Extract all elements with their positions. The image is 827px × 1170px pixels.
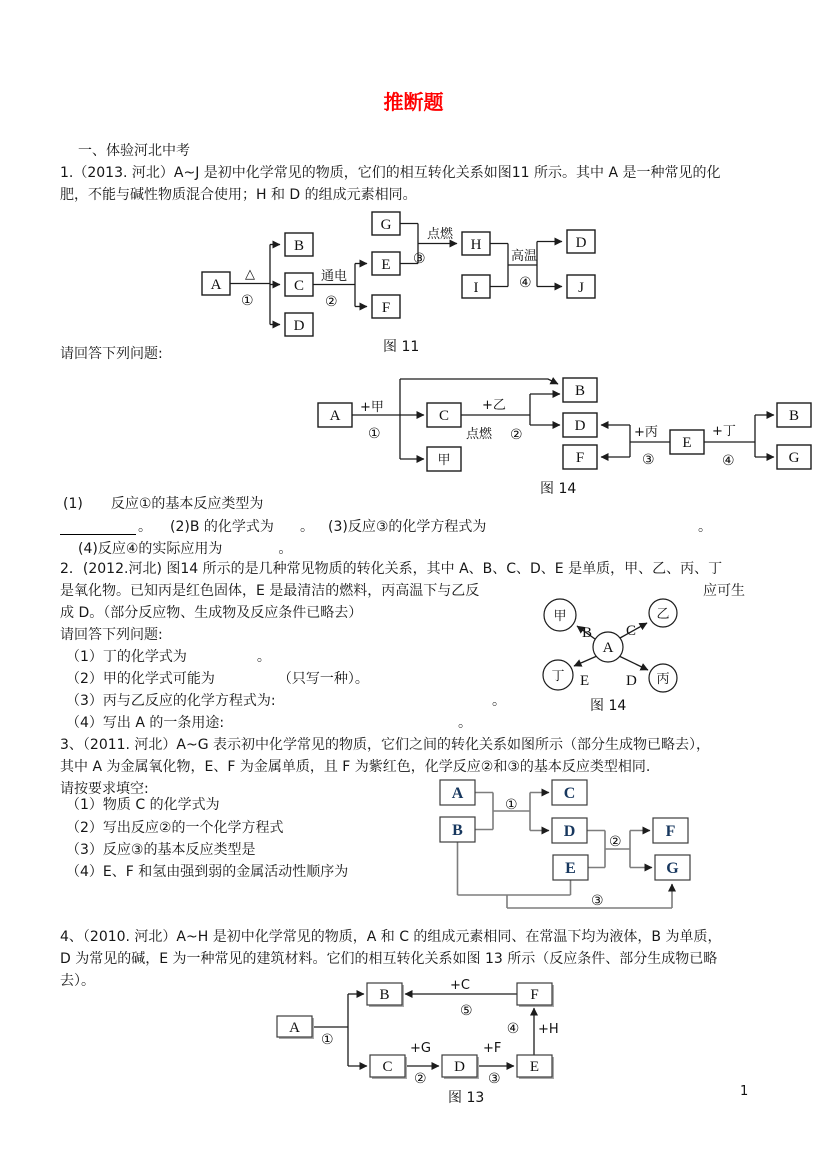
q3-prompt: 请按要求填空: — [60, 781, 149, 797]
q3-sub3: （3）反应③的基本反应类型是 — [66, 842, 256, 858]
reagent-plus-ding: +丁 — [712, 424, 736, 439]
reaction-2: ② — [510, 427, 523, 443]
circle-bing-label: 丙 — [656, 672, 670, 687]
condition-electrify: 通电 — [321, 269, 348, 284]
box-e — [372, 252, 400, 275]
box-a — [318, 403, 352, 427]
box-c — [552, 780, 587, 805]
reaction-1: ① — [368, 426, 381, 442]
q2-sub2: （2）甲的化学式可能为 （只写一种）。 — [66, 671, 369, 687]
answer-blank — [60, 517, 136, 535]
reaction-3: ③ — [642, 452, 655, 468]
circle-jia-label: 甲 — [553, 609, 567, 624]
box-d-label: D — [454, 1059, 465, 1075]
box-c-label: C — [293, 278, 305, 294]
box-g2 — [777, 445, 811, 469]
q2-prompt: 请回答下列问题: — [60, 627, 163, 643]
q1-sub3: (4)反应④的实际应用为 。 — [78, 541, 293, 557]
reaction-1: ① — [241, 293, 254, 309]
q2-sub1: （1）丁的化学式为 。 — [66, 649, 271, 665]
reaction-4: ④ — [722, 453, 735, 469]
q1-text-line2: 肥，不能与碱性物质混合使用；H 和 D 的组成元素相同。 — [60, 187, 417, 203]
q1-sub2-period1: 。 — [138, 519, 152, 535]
reaction-3: ③ — [591, 893, 604, 909]
q4-text-line2: D 为常见的碱，E 为一种常见的建筑材料。它们的相互转化关系如图 13 所示（反应条件、部分生成物已略 — [60, 951, 718, 967]
fig11-caption: 图 11 — [383, 339, 420, 355]
box-d-label: D — [293, 318, 305, 334]
box-f — [372, 295, 400, 318]
circle-yi — [649, 599, 677, 627]
q2-sub4: （4）写出 A 的一条用途: — [66, 715, 225, 731]
condition-ignite: 点燃 — [466, 427, 493, 442]
box-f-label: F — [530, 987, 539, 1003]
box-e-label: E — [529, 1059, 540, 1075]
q2-text-line2-right: 应可生 — [703, 583, 745, 599]
q1-sub2-period3: 。 — [698, 519, 712, 535]
box-f — [517, 983, 554, 1007]
box-a — [202, 272, 230, 295]
box-d2 — [567, 230, 595, 253]
box-j-label: J — [578, 280, 584, 296]
section-heading: 一、体验河北中考 — [78, 143, 190, 159]
box-a-label: A — [210, 277, 222, 293]
box-jia-label: 甲 — [437, 453, 451, 468]
q2-text-line1: 2．(2012.河北) 图14 所示的是几种常见物质的转化关系，其中 A、B、C、D、E 是单质，甲、乙、丙、丁 — [60, 561, 723, 577]
box-d-label: D — [563, 823, 576, 840]
box-f-label: F — [575, 450, 585, 466]
circle-jia — [544, 599, 576, 631]
box-e-label: E — [565, 860, 576, 877]
box-f — [563, 445, 597, 469]
circle-bing — [649, 664, 677, 692]
box-b1-label: B — [574, 383, 586, 399]
q2-text-line2: 是氧化物。已知丙是红色固体，E 是最清洁的燃料，丙高温下与乙反 — [60, 583, 480, 599]
box-c — [285, 273, 313, 296]
circle-a — [593, 632, 623, 662]
arrow-label-d: D — [626, 673, 637, 689]
q3-text-line2: 其中 A 为金属氧化物，E、F 为金属单质，且 F 为紫红色，化学反应②和③的基本反应类型相同. — [60, 759, 651, 775]
box-j — [567, 275, 595, 298]
box-c-label: C — [563, 785, 576, 802]
box-b1 — [563, 378, 597, 402]
reagent-plus-c: +C — [450, 978, 470, 993]
q2-sub3-period: 。 — [492, 693, 506, 709]
circle-yi-label: 乙 — [656, 607, 670, 622]
box-c — [370, 1055, 407, 1079]
box-d — [442, 1055, 479, 1079]
reagent-plus-yi: +乙 — [482, 398, 506, 413]
diagram-fig14-flow — [300, 365, 827, 497]
reagent-plus-f: +F — [483, 1041, 502, 1056]
box-h — [462, 232, 490, 255]
box-a — [277, 1016, 314, 1039]
box-g-label: G — [666, 860, 679, 877]
reagent-plus-bing: +丙 — [634, 425, 658, 440]
box-c-label: C — [438, 408, 450, 424]
arrow-label-c: C — [626, 623, 637, 639]
q1-text-line1: 1.（2013. 河北）A~J 是初中化学常见的物质，它们的相互转化关系如图11 所示。其中 A 是一种常见的化 — [60, 165, 721, 181]
box-b — [440, 817, 475, 842]
reaction-4: ④ — [506, 1021, 520, 1037]
box-i-label: I — [473, 280, 479, 296]
box-b2 — [777, 403, 811, 427]
circle-ding — [543, 660, 573, 690]
diagram-fig11 — [175, 205, 615, 360]
box-jia — [427, 447, 461, 471]
q3-sub2: （2）写出反应②的一个化学方程式 — [66, 820, 284, 836]
box-b-label: B — [293, 238, 305, 254]
box-d — [552, 818, 587, 843]
reaction-3: ③ — [413, 251, 426, 267]
box-f-label: F — [665, 823, 676, 840]
box-b-label: B — [452, 822, 463, 839]
reaction-2: ② — [609, 834, 622, 850]
box-g-label: G — [380, 217, 392, 233]
condition-hightemp: 高温 — [511, 249, 538, 264]
diagram-fig13 — [270, 975, 570, 1110]
box-d — [563, 413, 597, 437]
circle-ding-label: 丁 — [551, 669, 565, 684]
box-h-label: H — [470, 237, 482, 253]
q1-sub2-c: (3)反应③的化学方程式为 — [328, 519, 487, 535]
box-d — [285, 313, 313, 336]
box-e-label: E — [682, 435, 692, 451]
q1-sub1: (1) 反应①的基本反应类型为 — [63, 496, 264, 512]
reaction-4: ④ — [519, 275, 532, 291]
box-i — [462, 275, 490, 298]
reaction-5: ⑤ — [460, 1003, 473, 1019]
box-a-label: A — [451, 785, 464, 802]
box-e — [517, 1055, 554, 1079]
box-g2-label: G — [788, 450, 800, 466]
box-g — [655, 855, 690, 880]
page-number: 1 — [740, 1084, 749, 1099]
box-c-label: C — [382, 1059, 393, 1075]
circle-a-label: A — [602, 640, 614, 656]
box-a-label: A — [329, 408, 341, 424]
page-title: 推断题 — [383, 90, 444, 114]
reagent-plus-jia: +甲 — [360, 400, 384, 415]
diagram-q3 — [425, 772, 715, 920]
q1-sub2-b: (2)B 的化学式为 — [170, 519, 274, 535]
q3-text-line1: 3、（2011. 河北）A~G 表示初中化学常见的物质，它们之间的转化关系如图所示（部分生成物已略去）， — [60, 737, 711, 753]
q4-text-line3: 去）。 — [60, 973, 95, 989]
arrow-label-e: E — [580, 673, 590, 689]
box-a-label: A — [289, 1020, 300, 1036]
box-b — [285, 233, 313, 256]
box-b2-label: B — [788, 408, 800, 424]
q2-sub3: （3）丙与乙反应的化学方程式为: — [66, 693, 276, 709]
fig14b-caption: 图 14 — [590, 698, 627, 714]
q2-sub4-period: 。 — [458, 715, 472, 731]
box-e — [670, 430, 704, 454]
q1-sub2-period2: 。 — [300, 519, 314, 535]
condition-ignite: 点燃 — [427, 227, 454, 242]
box-f — [653, 818, 688, 843]
reaction-2: ② — [414, 1071, 427, 1087]
q4-text-line1: 4、（2010. 河北）A~H 是初中化学常见的物质，A 和 C 的组成元素相同、在常温下均为液体，B 为单质， — [60, 929, 722, 945]
box-a — [440, 780, 475, 805]
q3-sub4: （4）E、F 和氢由强到弱的金属活动性顺序为 — [66, 864, 349, 880]
fig14-caption: 图 14 — [540, 481, 577, 497]
box-e-label: E — [381, 257, 391, 273]
box-f-label: F — [381, 300, 391, 316]
box-e — [553, 855, 588, 880]
arrow-label-b: B — [582, 625, 593, 641]
reagent-plus-h: +H — [538, 1022, 559, 1037]
box-d2-label: D — [575, 235, 587, 251]
box-g — [372, 212, 400, 235]
reaction-2: ② — [325, 294, 338, 310]
fig13-caption: 图 13 — [448, 1090, 485, 1106]
q1-prompt: 请回答下列问题: — [60, 346, 163, 362]
reaction-1: ① — [505, 797, 518, 813]
reaction-3: ③ — [488, 1071, 501, 1087]
condition-delta: △ — [245, 267, 255, 282]
q3-sub1: （1）物质 C 的化学式为 — [66, 797, 220, 813]
q2-text-line3: 成 D。（部分反应物、生成物及反应条件已略去） — [60, 605, 363, 621]
box-b-label: B — [379, 987, 390, 1003]
diagram-fig14-star — [520, 592, 730, 720]
reagent-plus-g: +G — [410, 1041, 431, 1056]
reaction-1: ① — [321, 1032, 334, 1048]
box-d-label: D — [574, 418, 586, 434]
box-b — [367, 983, 404, 1007]
box-c — [427, 403, 461, 427]
